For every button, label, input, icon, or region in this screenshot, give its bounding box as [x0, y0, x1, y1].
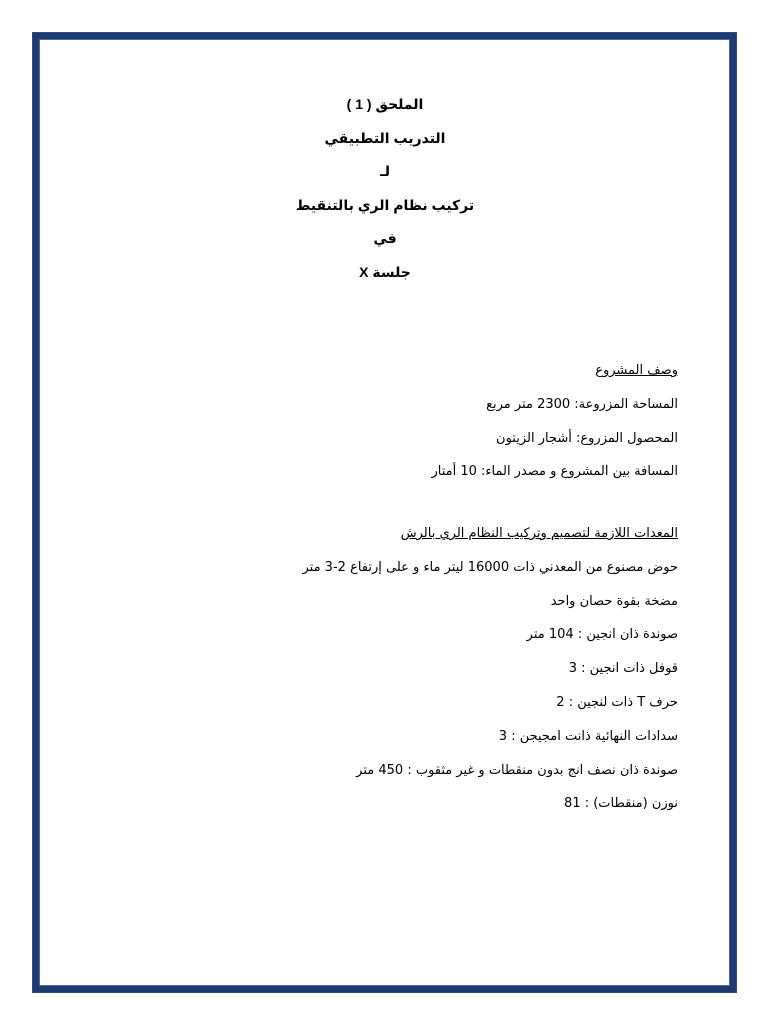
- for-label: لـ: [379, 163, 391, 179]
- session-label: جلسة X: [359, 263, 411, 280]
- equipment-item: صوندة ذان انجين : 104 متر: [526, 627, 678, 643]
- annex-title: الملحق ( 1 ): [346, 96, 424, 112]
- project-line-area: المساحة المزروعة: 2300 متر مربع: [486, 396, 678, 412]
- equipment-item: سدادات النهائية ذانت امجيجن : 3: [498, 728, 678, 744]
- in-label: في: [373, 230, 397, 246]
- equipment-item: صوندة ذان نصف انج بدون منقطات و غير مثقوب : 450 متر: [356, 762, 678, 778]
- title-block: [40, 88, 730, 289]
- equipment-item: حرف T ذات لنجين : 2: [556, 694, 678, 710]
- equipment-heading: المعدات اللازمة لتصميم وتركيب النظام الري بالرش: [400, 526, 678, 541]
- project-line-distance: المسافة بين المشروع و مصدر الماء: 10 أمتار: [431, 464, 678, 480]
- equipment-item: قوفل ذات انجين : 3: [568, 661, 678, 677]
- equipment-item: حوض مصنوع من المعدني ذات 16000 ليتر ماء و على إرتفاع 2-3 متر: [302, 559, 678, 575]
- subject-title: تركيب نظام الري بالتنقيط: [295, 196, 475, 213]
- equipment-item: نوزن (منقطات) : 81: [564, 796, 678, 812]
- equipment-item: مضخة بقوة حصان واحد: [550, 593, 678, 609]
- project-description-section: [218, 354, 678, 489]
- training-title: التدريب التطبيقي: [324, 129, 446, 146]
- project-heading: وصف المشروع: [595, 363, 678, 378]
- equipment-section: [218, 517, 678, 821]
- project-line-crop: المحصول المزروع: أشجار الزيتون: [496, 430, 678, 446]
